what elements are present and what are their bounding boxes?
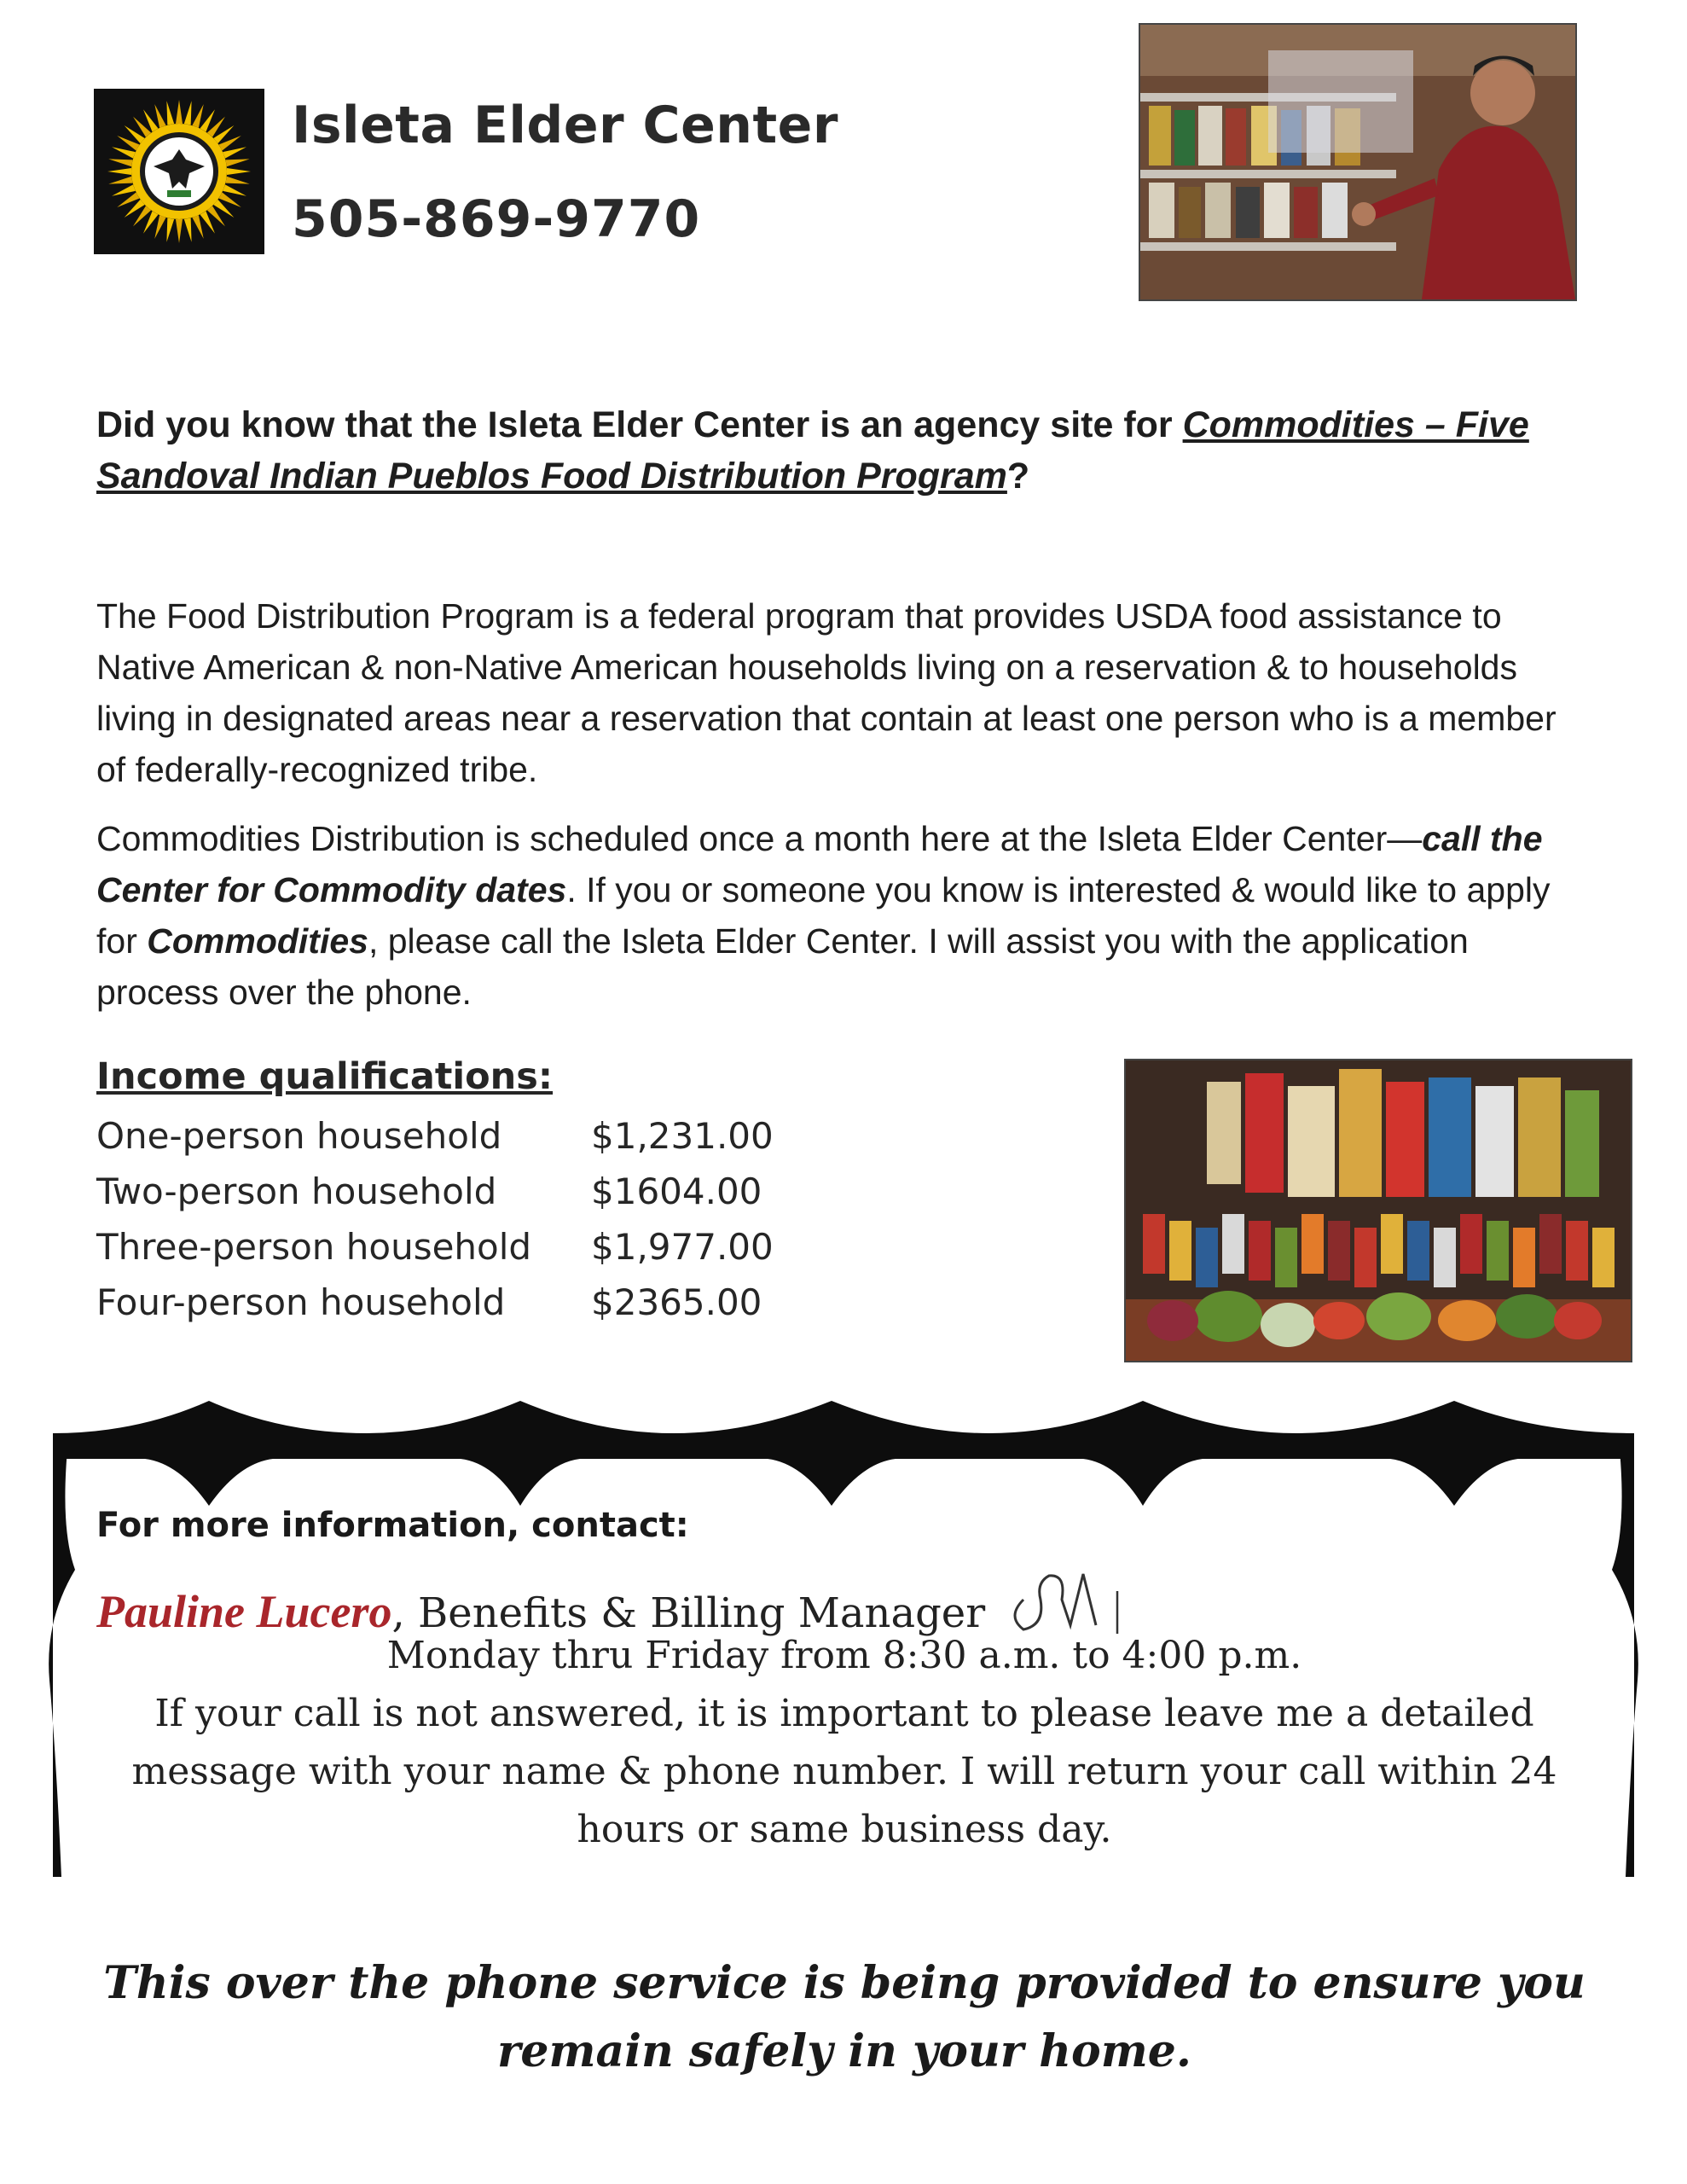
org-name: Isleta Elder Center	[292, 96, 838, 155]
program-name: Commodities – Five Sandoval Indian Pueblos Food Distribution Program	[96, 404, 1529, 497]
org-phone: 505-869-9770	[292, 189, 701, 249]
groceries-photo	[1124, 1059, 1632, 1362]
sun-emblem-icon	[100, 95, 258, 248]
intro-lead: Did you know that the Isleta Elder Center is an agency site for	[96, 404, 1183, 445]
distribution-text-a: Commodities Distribution is scheduled once a month here at the Isleta Elder Center—	[96, 819, 1423, 858]
contact-title: , Benefits & Billing Manager	[391, 1589, 986, 1637]
office-hours: Monday thru Friday from 8:30 a.m. to 4:00 p.m.	[386, 1634, 1302, 1677]
income-row	[96, 1164, 813, 1219]
commodities-emphasis: Commodities	[147, 921, 368, 961]
income-row	[96, 1108, 813, 1164]
household-label: Four-person household	[96, 1281, 506, 1323]
intro-end: ?	[1006, 456, 1030, 497]
closing-statement: This over the phone service is being provided to ensure you remain safely in your home.	[103, 1957, 1586, 2077]
pantry-photo	[1139, 23, 1577, 301]
income-row	[96, 1219, 813, 1275]
income-amount: $2365.00	[591, 1281, 762, 1323]
income-title: Income qualifications:	[96, 1055, 554, 1098]
income-amount: $1,231.00	[591, 1115, 774, 1157]
contact-name: Pauline Lucero	[96, 1586, 392, 1637]
household-label: One-person household	[96, 1115, 502, 1157]
distribution-text-c: . If you or someone you know is interested & would like to apply for	[96, 870, 1551, 961]
intro-question	[96, 399, 1580, 502]
call-center-emphasis: call the Center for Commodity dates	[96, 819, 1543, 909]
income-row	[96, 1275, 813, 1330]
voicemail-instructions: If your call is not answered, it is important to please leave me a detailed message with your name & phone number. I will return your call within 24 hours or same business day.	[131, 1692, 1557, 1851]
household-label: Two-person household	[96, 1170, 497, 1212]
income-amount: $1604.00	[591, 1170, 762, 1212]
distribution-paragraph	[96, 813, 1580, 1018]
income-qualifications	[96, 1055, 813, 1330]
household-label: Three-person household	[96, 1226, 532, 1268]
income-amount: $1,977.00	[591, 1226, 774, 1268]
program-description: The Food Distribution Program is a federal program that provides USDA food assistance to Native American & non-Native American households living on a reservation & to households living in designated areas near a reservation that contain at least one person who is a member of federally-recognized tribe.	[96, 596, 1557, 789]
contact-heading: For more information, contact:	[96, 1506, 689, 1545]
center-logo	[94, 89, 264, 254]
distribution-text-e: , please call the Isleta Elder Center. I will assist you with the application process over the phone.	[96, 921, 1469, 1012]
